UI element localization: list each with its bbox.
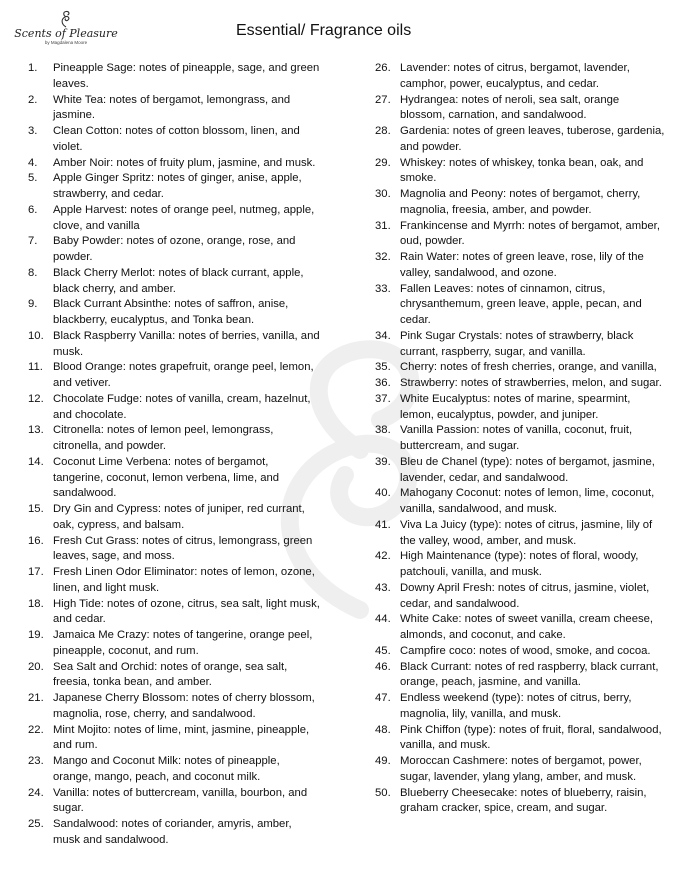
item-number: 8. [28,266,38,279]
item-number: 10. [28,329,44,342]
item-number: 26. [375,62,391,74]
item-number: 3. [28,125,38,137]
list-item [28,754,320,786]
item-text: Coconut Lime Verbena: notes of bergamot, tangerine, coconut, lemon verbena, lime, and sandalwood. [53,455,280,500]
item-number: 47. [375,692,391,704]
item-number: 45. [375,644,391,657]
list-item [28,534,320,566]
item-number: 31. [375,219,391,232]
list-item [375,786,665,818]
list-item [28,61,320,93]
item-text: High Maintenance (type): notes of floral, woody, patchouli, vanilla, and musk. [400,550,639,578]
list-item [28,266,320,298]
list-item [28,423,320,455]
item-text: Jamaica Me Crazy: notes of tangerine, orange peel, pineapple, coconut, and rum. [53,629,313,657]
list-item [375,723,665,755]
list-item [28,502,320,534]
item-number: 33. [375,282,391,295]
list-item [375,219,665,251]
item-text: High Tide: notes of ozone, citrus, sea salt, light musk, and cedar. [53,597,320,626]
item-number: 38. [375,424,391,437]
item-text: Pink Chiffon (type): notes of fruit, floral, sandalwood, vanilla, and musk. [400,723,662,752]
list-item [375,549,665,581]
list-item [28,360,320,392]
item-number: 37. [375,392,391,405]
item-text: White Cake: notes of sweet vanilla, cream cheese, almonds, and coconut, and cake. [400,613,654,641]
list-item [28,691,320,723]
item-number: 11. [28,361,43,374]
item-text: Chocolate Fudge: notes of vanilla, cream, hazelnut, and chocolate. [53,392,311,421]
item-number: 25. [28,818,44,830]
item-text: Blueberry Cheesecake: notes of blueberry, raisin, graham cracker, spice, cream, and sugar. [400,786,647,815]
item-text: White Tea: notes of bergamot, lemongrass, and jasmine. [53,93,291,122]
item-text: Strawberry: notes of strawberries, melon, and sugar. [400,377,662,389]
item-number: 15. [28,503,44,515]
list-item [28,297,320,329]
item-number: 49. [375,755,391,767]
item-text: Magnolia and Peony: notes of bergamot, cherry, magnolia, freesia, amber, and powder. [400,188,641,216]
item-text: Fresh Cut Grass: notes of citrus, lemongrass, green leaves, sage, and moss. [53,534,313,563]
item-number: 28. [375,125,391,137]
item-text: Viva La Juicy (type): notes of citrus, jasmine, lily of the valley, wood, amber, and musk. [400,518,653,547]
item-number: 18. [28,597,44,610]
list-item [28,93,320,125]
item-text: Moroccan Cashmere: notes of bergamot, power, sugar, lavender, ylang ylang, amber, and musk. [400,755,642,783]
item-number: 30. [375,188,391,200]
list-item [375,486,665,518]
logo-subtitle: by Magdalena Moore [44,40,88,45]
list-item [28,455,320,502]
item-text: Whiskey: notes of whiskey, tonka bean, oak, and smoke. [400,156,644,185]
item-number: 7. [28,235,38,248]
item-number: 29. [375,156,391,169]
list-item [28,203,320,235]
list-item [375,124,665,156]
item-number: 32. [375,251,391,263]
item-number: 16. [28,534,44,547]
item-number: 44. [375,613,391,626]
list-item [375,93,665,125]
list-item [375,282,665,329]
item-text: Fallen Leaves: notes of cinnamon, citrus, chrysanthemum, green leave, apple, pecan, and cedar. [400,282,642,326]
item-number: 21. [28,692,44,704]
item-number: 20. [28,660,44,673]
list-item [375,250,665,282]
list-item [375,329,665,361]
list-item [28,565,320,597]
item-text: Dry Gin and Cypress: notes of juniper, red currant, oak, cypress, and balsam. [53,503,305,531]
page-title: Essential/ Fragrance oils [236,22,412,39]
item-text: Vanilla Passion: notes of vanilla, coconut, fruit, buttercream, and sugar. [400,424,633,452]
list-item [375,360,665,376]
item-number: 42. [375,550,391,563]
item-number: 46. [375,660,391,673]
item-text: Downy April Fresh: notes of citrus, jasmine, violet, cedar, and sandalwood. [400,581,650,610]
brand-logo [14,10,118,52]
item-text: Vanilla: notes of buttercream, vanilla, bourbon, and sugar. [53,786,308,815]
item-text: Cherry: notes of fresh cherries, orange, and vanilla, [400,361,657,374]
list-item [375,423,665,455]
fragrance-list-left [28,61,320,849]
list-item [375,392,665,424]
list-item [375,581,665,613]
item-text: Mango and Coconut Milk: notes of pineapple, orange, mango, peach, and coconut milk. [53,755,280,783]
item-text: Apple Harvest: notes of orange peel, nutmeg, apple, clove, and vanilla [53,203,315,232]
item-text: Japanese Cherry Blossom: notes of cherry blossom, magnolia, rose, cherry, and sandalwood. [53,692,315,720]
item-number: 4. [28,156,38,169]
item-number: 24. [28,786,44,799]
list-item [375,612,665,644]
fragrance-list-right [375,61,665,817]
list-item [28,329,320,361]
list-item [375,455,665,487]
item-text: Mint Mojito: notes of lime, mint, jasmine, pineapple, and rum. [53,723,310,752]
item-number: 50. [375,786,391,799]
item-text: Rain Water: notes of green leave, rose, lily of the valley, sandalwood, and ozone. [400,251,644,279]
list-item [28,660,320,692]
list-item [28,723,320,755]
item-number: 41. [375,518,391,531]
item-number: 35. [375,361,391,374]
list-item [28,171,320,203]
item-number: 1. [28,62,38,74]
item-number: 23. [28,755,44,767]
item-text: Fresh Linen Odor Eliminator: notes of lemon, ozone, linen, and light musk. [53,566,315,594]
list-item [28,156,320,172]
item-number: 5. [28,172,38,185]
list-item [28,234,320,266]
logo-name: Scents of Pleasure [14,27,118,40]
list-item [28,628,320,660]
item-text: Apple Ginger Spritz: notes of ginger, anise, apple, strawberry, and cedar. [53,172,302,200]
item-number: 43. [375,581,391,594]
item-text: Frankincense and Myrrh: notes of bergamot, amber, oud, powder. [400,219,660,248]
item-text: Campfire coco: notes of wood, smoke, and cocoa. [400,644,651,657]
list-item [375,518,665,550]
item-text: Black Cherry Merlot: notes of black currant, apple, black cherry, and amber. [53,266,304,295]
item-text: Lavender: notes of citrus, bergamot, lavender, camphor, power, eucalyptus, and cedar. [400,62,630,90]
item-number: 17. [28,566,44,578]
item-number: 34. [375,329,391,342]
list-item [375,61,665,93]
item-text: Black Currant: notes of red raspberry, black currant, orange, peach, jasmine, and vanilla. [400,660,659,689]
item-text: Hydrangea: notes of neroli, sea salt, orange blossom, carnation, and sandalwood. [400,93,620,122]
item-text: Sandalwood: notes of coriander, amyris, amber, musk and sandalwood. [53,818,292,846]
item-number: 14. [28,455,44,468]
item-text: Endless weekend (type): notes of citrus, berry, magnolia, lily, vanilla, and musk. [400,692,632,720]
list-item [28,124,320,156]
list-item [28,786,320,818]
item-number: 40. [375,487,391,500]
item-number: 6. [28,203,38,216]
list-item [375,644,665,660]
item-text: White Eucalyptus: notes of marine, spearmint, lemon, eucalyptus, powder, and juniper. [400,392,631,421]
list-item [375,660,665,692]
item-text: Sea Salt and Orchid: notes of orange, sea salt, freesia, tonka bean, and amber. [53,660,288,689]
item-number: 19. [28,629,44,641]
item-number: 22. [28,723,44,736]
list-item [375,187,665,219]
item-text: Mahogany Coconut: notes of lemon, lime, coconut, vanilla, sandalwood, and musk. [400,487,655,515]
list-item [28,392,320,424]
item-number: 39. [375,455,391,468]
list-item [375,376,665,392]
item-text: Clean Cotton: notes of cotton blossom, linen, and violet. [53,125,300,153]
item-number: 2. [28,93,38,106]
item-text: Citronella: notes of lemon peel, lemongrass, citronella, and powder. [53,424,274,452]
item-text: Amber Noir: notes of fruity plum, jasmine, and musk. [53,156,316,169]
item-text: Blood Orange: notes grapefruit, orange peel, lemon, and vetiver. [53,361,314,389]
swirl-logo-icon [59,10,73,28]
item-text: Black Currant Absinthe: notes of saffron, anise, blackberry, eucalyptus, and Tonka bean. [53,298,289,326]
item-text: Pineapple Sage: notes of pineapple, sage, and green leaves. [53,62,320,90]
item-number: 48. [375,723,391,736]
list-item [28,597,320,629]
item-number: 9. [28,298,38,311]
list-item [375,156,665,188]
item-text: Bleu de Chanel (type): notes of bergamot, jasmine, lavender, cedar, and sandalwood. [400,455,655,484]
item-number: 13. [28,424,44,437]
item-number: 12. [28,392,44,405]
item-text: Baby Powder: notes of ozone, orange, rose, and powder. [53,235,296,263]
item-number: 36. [375,377,391,389]
item-text: Pink Sugar Crystals: notes of strawberry, black currant, raspberry, sugar, and vanilla. [400,329,634,358]
list-item [375,691,665,723]
item-text: Gardenia: notes of green leaves, tuberose, gardenia, and powder. [400,125,665,153]
list-item [28,817,320,849]
item-number: 27. [375,93,391,106]
item-text: Black Raspberry Vanilla: notes of berries, vanilla, and musk. [53,329,320,358]
list-item [375,754,665,786]
